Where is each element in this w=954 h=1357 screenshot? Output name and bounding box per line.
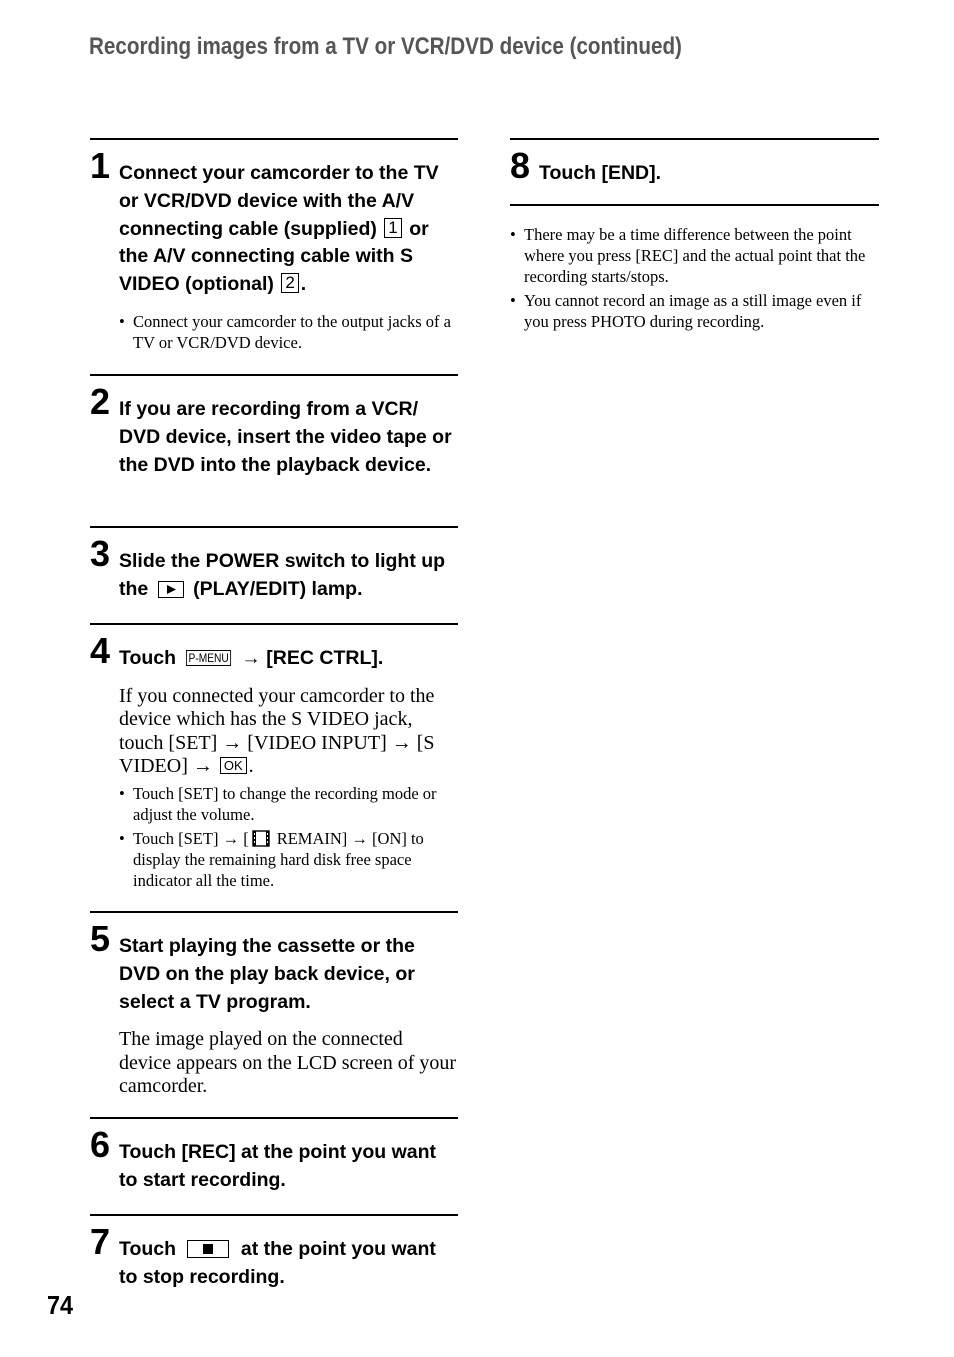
callout-1-box: 1 [384,218,401,238]
step-number: 1 [90,145,111,186]
step-title: Touch P-MENU → [REC CTRL]. [119,647,384,669]
step-number: 4 [90,630,111,671]
step-title: If you are recording from a VCR/ DVD device, insert the video tape or the DVD into the playback device. [119,398,452,476]
play-icon [158,581,184,598]
step-3 [90,528,458,623]
step-title: Start playing the cassette or the DVD on the play back device, or select a TV program. [119,935,415,1013]
step-title: Touch [REC] at the point you want to start recording. [119,1141,437,1191]
step-title: Connect your camcorder to the TV or VCR/DVD device with the A/V connecting cable (supplied) 1 or the A/V connecting cable with S VIDEO (optional) 2 . [119,162,439,296]
step-number: 5 [90,918,111,959]
callout-2-box: 2 [281,273,298,293]
list-item: • Connect your camcorder to the output jacks of a TV or VCR/DVD device. [119,311,458,353]
step-2 [90,376,458,526]
step-title: Slide the POWER switch to light up the (PLAY/EDIT) lamp. [119,550,446,600]
step-5 [90,913,458,1117]
step-number: 7 [90,1221,111,1262]
section-divider [510,204,879,206]
right-column [510,138,879,335]
list-item: • Touch [SET] → [ REMAIN] → [ON] to display the remaining hard disk free space indicator all the time. [119,828,458,891]
step-1 [90,140,458,374]
stop-icon [187,1240,229,1258]
step-7 [90,1216,458,1296]
list-item: • There may be a time difference between the point where you press [REC] and the actual point that the recording starts/stops. [510,224,879,287]
page-title: Recording images from a TV or VCR/DVD device (continued) [89,33,682,60]
p-menu-button-icon: P-MENU [186,650,231,666]
left-column [90,138,458,1296]
step-4 [90,625,458,911]
list-item: • You cannot record an image as a still image even if you press PHOTO during recording. [510,290,879,332]
list-item: • Touch [SET] to change the recording mode or adjust the volume. [119,783,458,825]
step-body: If you connected your camcorder to the device which has the S VIDEO jack, touch [SET] → [VIDEO INPUT] → [S VIDEO] → OK . [119,684,435,778]
ok-button-icon: OK [220,757,247,774]
page-number: 74 [47,1290,74,1320]
step-body: The image played on the connected device appears on the LCD screen of your camcorder. [119,1028,457,1098]
step-6 [90,1119,458,1214]
film-icon [249,830,273,847]
step-8 [510,140,879,204]
step-title: Touch at the point you want to stop recording. [119,1238,436,1288]
step-number: 3 [90,533,111,574]
step-number: 6 [90,1124,111,1165]
step-number: 8 [510,145,531,186]
step-title: Touch [END]. [539,162,662,184]
step-number: 2 [90,381,111,422]
